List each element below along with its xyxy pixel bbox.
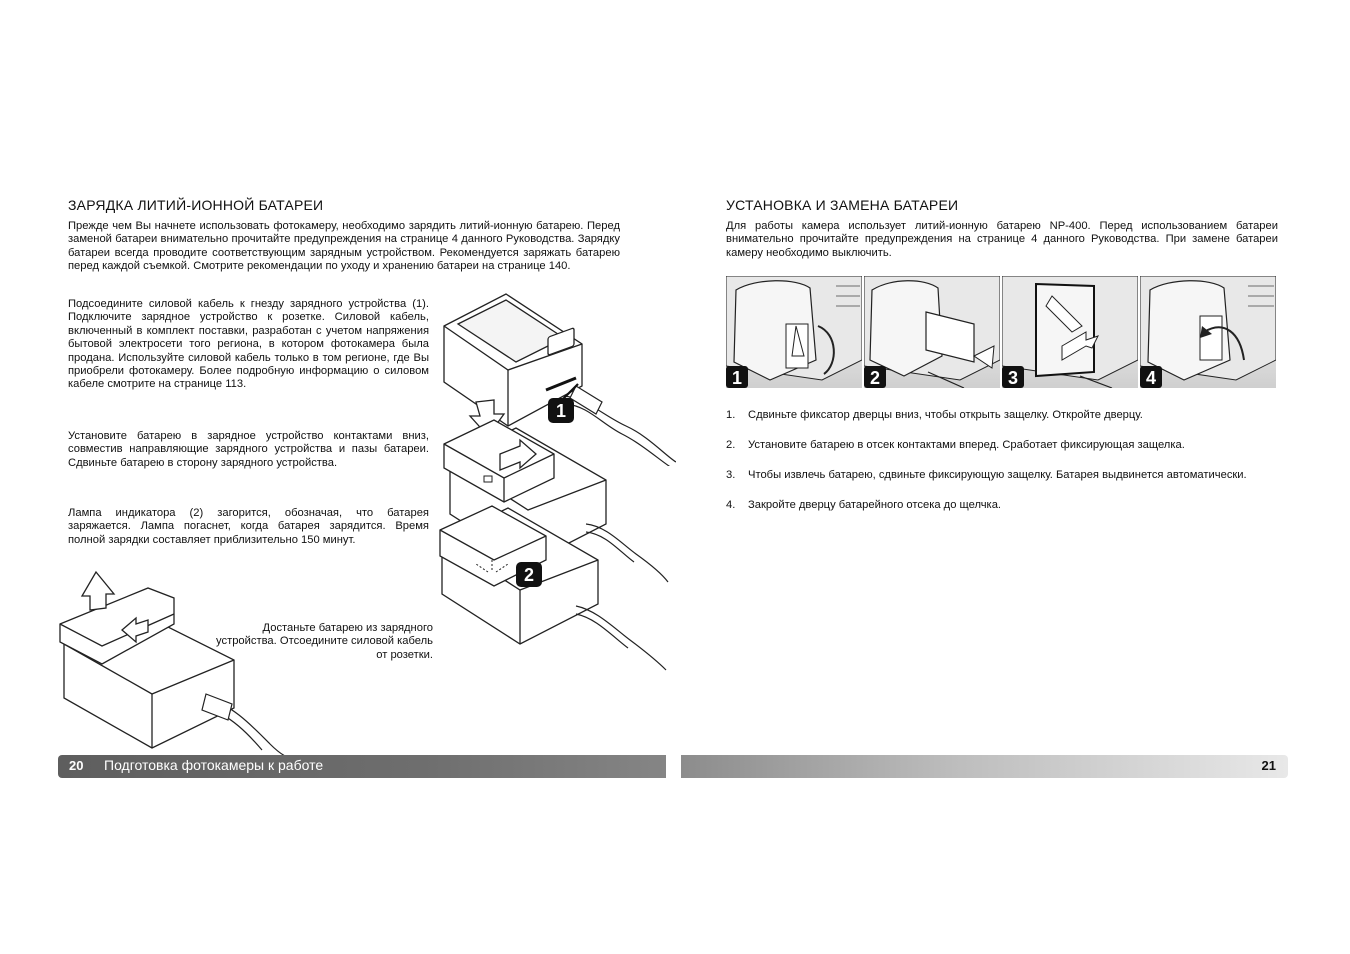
step-3-badge: 3 — [1007, 368, 1019, 388]
right-page-number: 21 — [1261, 758, 1276, 773]
step-panel-3 — [1002, 276, 1138, 388]
battery-remove-illustration — [56, 568, 306, 758]
left-section-title: ЗАРЯДКА ЛИТИЙ-ИОННОЙ БАТАРЕИ — [68, 197, 324, 213]
right-page-footer — [681, 755, 1288, 778]
step-2-badge: 2 — [869, 368, 881, 388]
left-page-number: 20 — [69, 758, 84, 773]
list-item: 4. Закройте дверцу батарейного отсека до щелчка. — [726, 499, 1002, 511]
right-section-title: УСТАНОВКА И ЗАМЕНА БАТАРЕИ — [726, 197, 959, 213]
step-panel-1 — [726, 276, 862, 388]
list-item: 1. Сдвиньте фиксатор дверцы вниз, чтобы открыть защелку. Откройте дверцу. — [726, 409, 1143, 421]
insert-battery-paragraph: Установите батарею в зарядное устройство контактами вниз, совместив направляющие зарядного устройства и пазы батареи. Сдвиньте батарею в сторону зарядного устройства. — [68, 430, 429, 469]
charging-lamp-illustration — [436, 494, 676, 674]
power-cable-paragraph: Подсоедините силовой кабель к гнезду зарядного устройства (1). Подключите зарядное устройство к розетке. Силовой кабель, включенный в комплект поставки, разработан с учетом напряжения бытовой электросети того региона, в котором фотокамера была продана. Используйте силовой кабель только в том регионе, где Вы приобрели фотокамеру. Более подробную информацию о силовом кабеле смотрите на странице 113. — [68, 298, 429, 391]
callout-1-label: 1 — [555, 401, 567, 421]
list-item: 2. Установите батарею в отсек контактами вперед. Сработает фиксирующая защелка. — [726, 439, 1185, 451]
callout-2-label: 2 — [523, 565, 535, 585]
step-panel-2 — [864, 276, 1000, 388]
step-1-badge: 1 — [731, 368, 743, 388]
left-page-footer — [58, 755, 666, 778]
chapter-title: Подготовка фотокамеры к работе — [104, 757, 324, 773]
step-panel-4 — [1140, 276, 1276, 388]
list-item: 3. Чтобы извлечь батарею, сдвиньте фиксирующую защелку. Батарея выдвинется автоматически. — [726, 469, 1247, 481]
remove-battery-paragraph: Достаньте батарею из зарядного устройства. Отсоедините силовой кабель от розетки. — [216, 622, 433, 661]
left-intro-paragraph: Прежде чем Вы начнете использовать фотокамеру, необходимо зарядить литий-ионную батарею. Перед заменой батареи внимательно прочитайте предупреждения на странице 4 данного Руководства. Зарядку батареи всегда проводите соответствующим зарядным устройством. Рекомендуется заряжать батарею перед каждой съемкой. Смотрите рекомендации по уходу и хранению батареи на странице 140. — [68, 220, 620, 273]
indicator-lamp-paragraph: Лампа индикатора (2) загорится, обозначая, что батарея заряжается. Лампа погаснет, когда батарея зарядится. Время полной зарядки составляет приблизительно 150 минут. — [68, 507, 429, 546]
battery-steps-list — [726, 408, 1282, 528]
step-4-badge: 4 — [1145, 368, 1157, 388]
right-intro-paragraph: Для работы камера использует литий-ионную батарею NP-400. Перед использованием батареи внимательно прочитайте предупреждения на странице 4 данного Руководства. При замене батареи камеру необходимо выключить. — [726, 220, 1278, 259]
